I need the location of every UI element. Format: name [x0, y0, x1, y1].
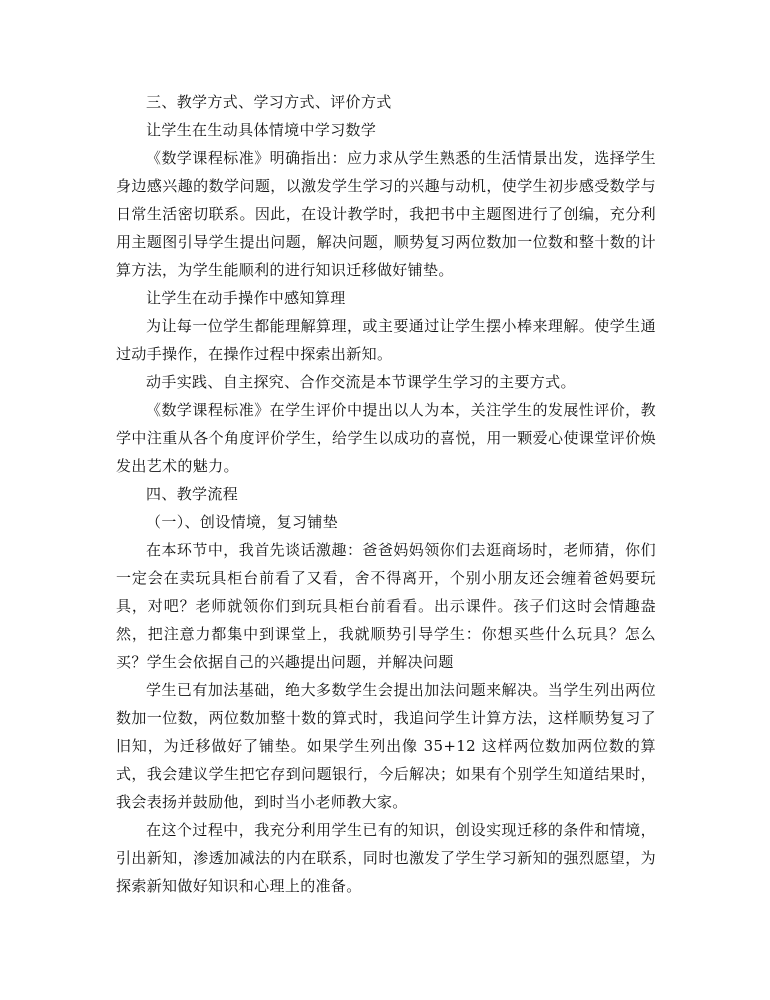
- section-heading-teaching-process: 四、教学流程: [146, 485, 239, 503]
- paragraph-learning-methods: 动手实践、自主探究、合作交流是本节课学生学习的主要方式。: [146, 373, 576, 391]
- subheading-situational-learning: 让学生在生动具体情境中学习数学: [146, 121, 377, 139]
- paragraph-addition-basics: 学生已有加法基础，绝大多数学生会提出加法问题来解决。当学生列出两位数加一位数，两位数加整十数的算式时，我追问学生计算方法，这样顺势复习了旧知，为迁移做好了铺垫。如果学生列出像 35+12 这样两位数加两位数的算式，我会建议学生把它存到问题银行，今后解决；如果有个别学生知道结果时，我会表扬并鼓励他，到时当小老师教大家。: [116, 681, 656, 811]
- section-heading-teaching-methods: 三、教学方式、学习方式、评价方式: [146, 93, 392, 111]
- paragraph-process-summary: 在这个过程中，我充分利用学生已有的知识，创设实现迁移的条件和情境，引出新知，渗透加减法的内在联系，同时也激发了学生学习新知的强烈愿望，为探索新知做好知识和心理上的准备。: [116, 821, 656, 895]
- paragraph-understanding-arithmetic: 为让每一位学生都能理解算理，或主要通过让学生摆小棒来理解。使学生通过动手操作，在操作过程中探索出新知。: [116, 317, 656, 363]
- paragraph-curriculum-standard: 《数学课程标准》明确指出：应力求从学生熟悉的生活情景出发，选择学生身边感兴趣的数学问题，以激发学生学习的兴趣与动机，使学生初步感受数学与日常生活密切联系。因此，在设计教学时，我把书中主题图进行了创编，充分利用主题图引导学生提出问题，解决问题，顺势复习两位数加一位数和整十数的计算方法，为学生能顺利的进行知识迁移做好铺垫。: [116, 149, 656, 279]
- subheading-create-situation: （一）、创设情境，复习铺垫: [146, 513, 339, 531]
- document-page: [116, 88, 656, 900]
- paragraph-introduction-conversation: 在本环节中，我首先谈话激趣：爸爸妈妈领你们去逛商场时，老师猜，你们一定会在卖玩具柜台前看了又看，舍不得离开，个别小朋友还会缠着爸妈要玩具，对吧？老师就领你们到玩具柜台前看看。出示课件。孩子们这时会情趣盎然，把注意力都集中到课堂上，我就顺势引导学生：你想买些什么玩具？怎么买？学生会依据自己的兴趣提出问题，并解决问题: [116, 541, 656, 671]
- paragraph-evaluation: 《数学课程标准》在学生评价中提出以人为本，关注学生的发展性评价，教学中注重从各个角度评价学生，给学生以成功的喜悦，用一颗爱心使课堂评价焕发出艺术的魅力。: [116, 401, 656, 475]
- subheading-hands-on-operation: 让学生在动手操作中感知算理: [146, 289, 346, 307]
